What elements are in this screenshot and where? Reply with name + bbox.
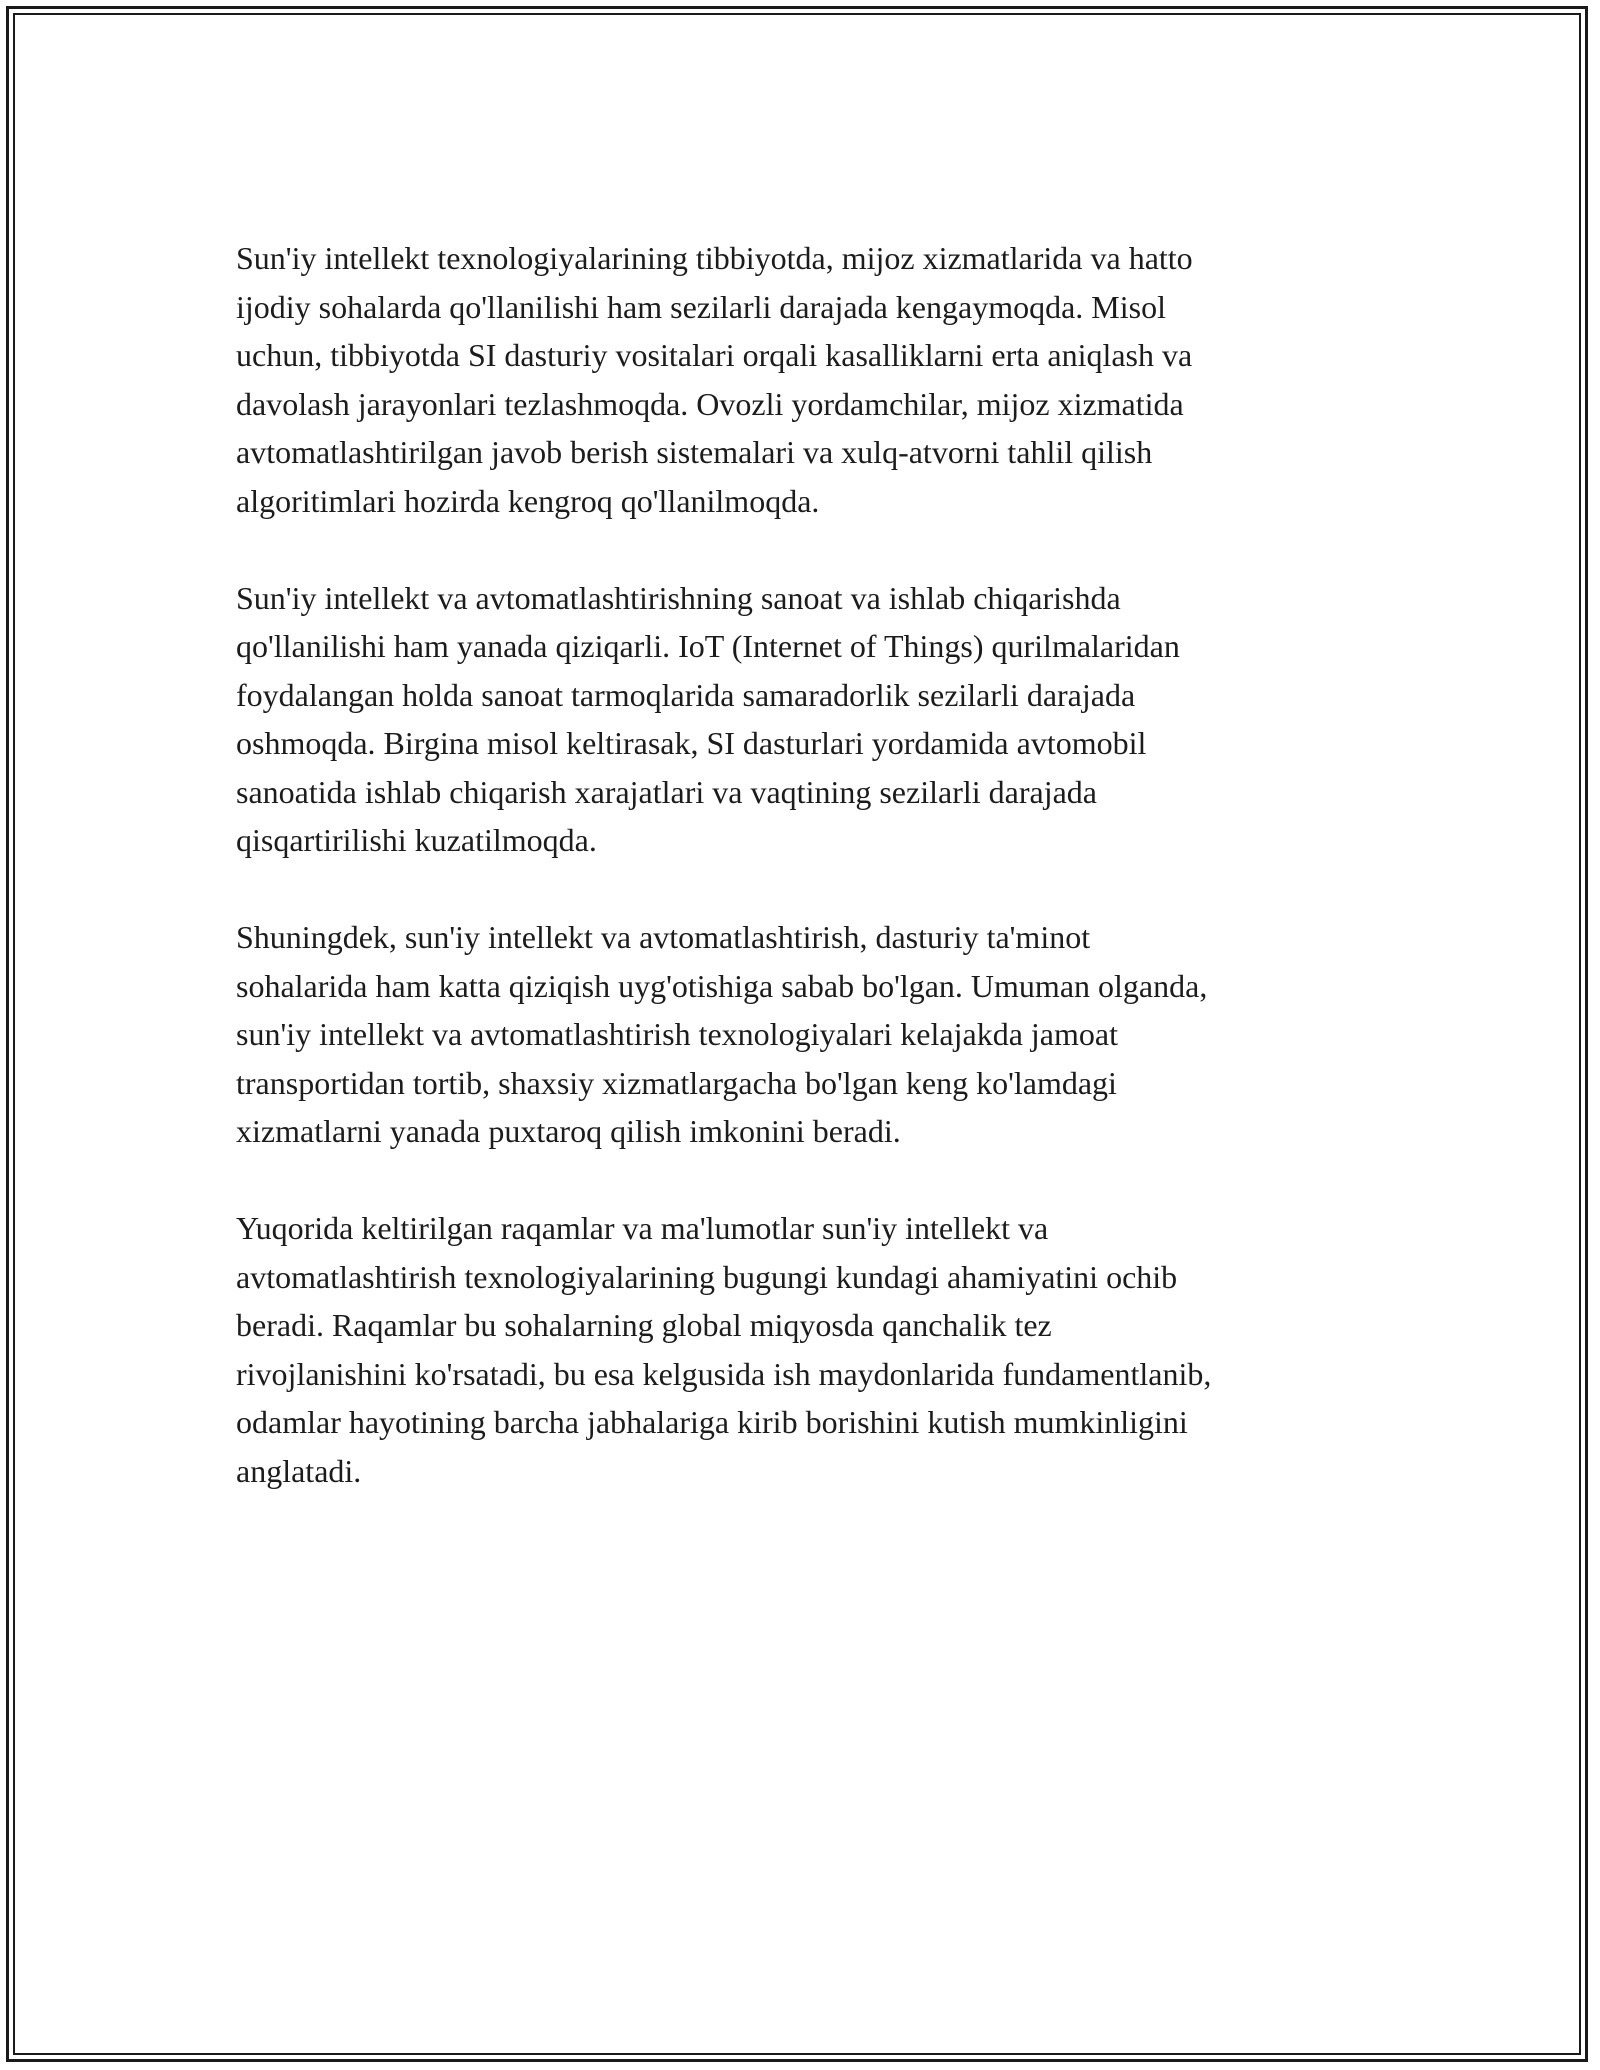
paragraph-2: Sun'iy intellekt va avtomatlashtirishning sanoat va ishlab chiqarishda qo'llanilishi ham yanada qiziqarli. IoT (Internet of Things) qurilmalaridan foydalangan holda sanoat tarmoqlarida samaradorlik sezilarli darajada oshmoqda. Birgina misol keltirasak, SI dasturlari yordamida avtomobil sanoatida ishlab chiqarish xarajatlari va vaqtining sezilarli darajada qisqartirilishi kuzatilmoqda. — [236, 579, 1180, 858]
paragraph-1: Sun'iy intellekt texnologiyalarining tibbiyotda, mijoz xizmatlarida va hatto ijodiy sohalarda qo'llanilishi ham sezilarli darajada kengaymoqda. Misol uchun, tibbiyotda SI dasturiy vositalari orqali kasalliklarni erta aniqlash va davolash jarayonlari tezlashmoqda. Ovozli yordamchilar, mijoz xizmatida avtomatlashtirilgan javob berish sistemalari va xulq-atvorni tahlil qilish algoritimlari hozirda kengroq qo'llanilmoqda. — [236, 240, 1193, 519]
paragraph-4: Yuqorida keltirilgan raqamlar va ma'lumotlar sun'iy intellekt va avtomatlashtirish texnologiyalarining bugungi kundagi ahamiyatini ochib beradi. Raqamlar bu sohalarning global miqyosda qanchalik tez rivojlanishini ko'rsatadi, bu esa kelgusida ish maydonlarida fundamentlanib, odamlar hayotining barcha jabhalariga kirib borishini kutish mumkinligini anglatadi. — [236, 1210, 1212, 1489]
paragraph-3: Shuningdek, sun'iy intellekt va avtomatlashtirish, dasturiy ta'minot sohalarida ham katta qiziqish uyg'otishiga sabab bo'lgan. Umuman olganda, sun'iy intellekt va avtomatlashtirish texnologiyalari kelajakda jamoat transportidan tortib, shaxsiy xizmatlargacha bo'lgan keng ko'lamdagi xizmatlarni yanada puxtaroq qilish imkonini beradi. — [236, 919, 1208, 1149]
document-body — [236, 234, 1376, 1544]
